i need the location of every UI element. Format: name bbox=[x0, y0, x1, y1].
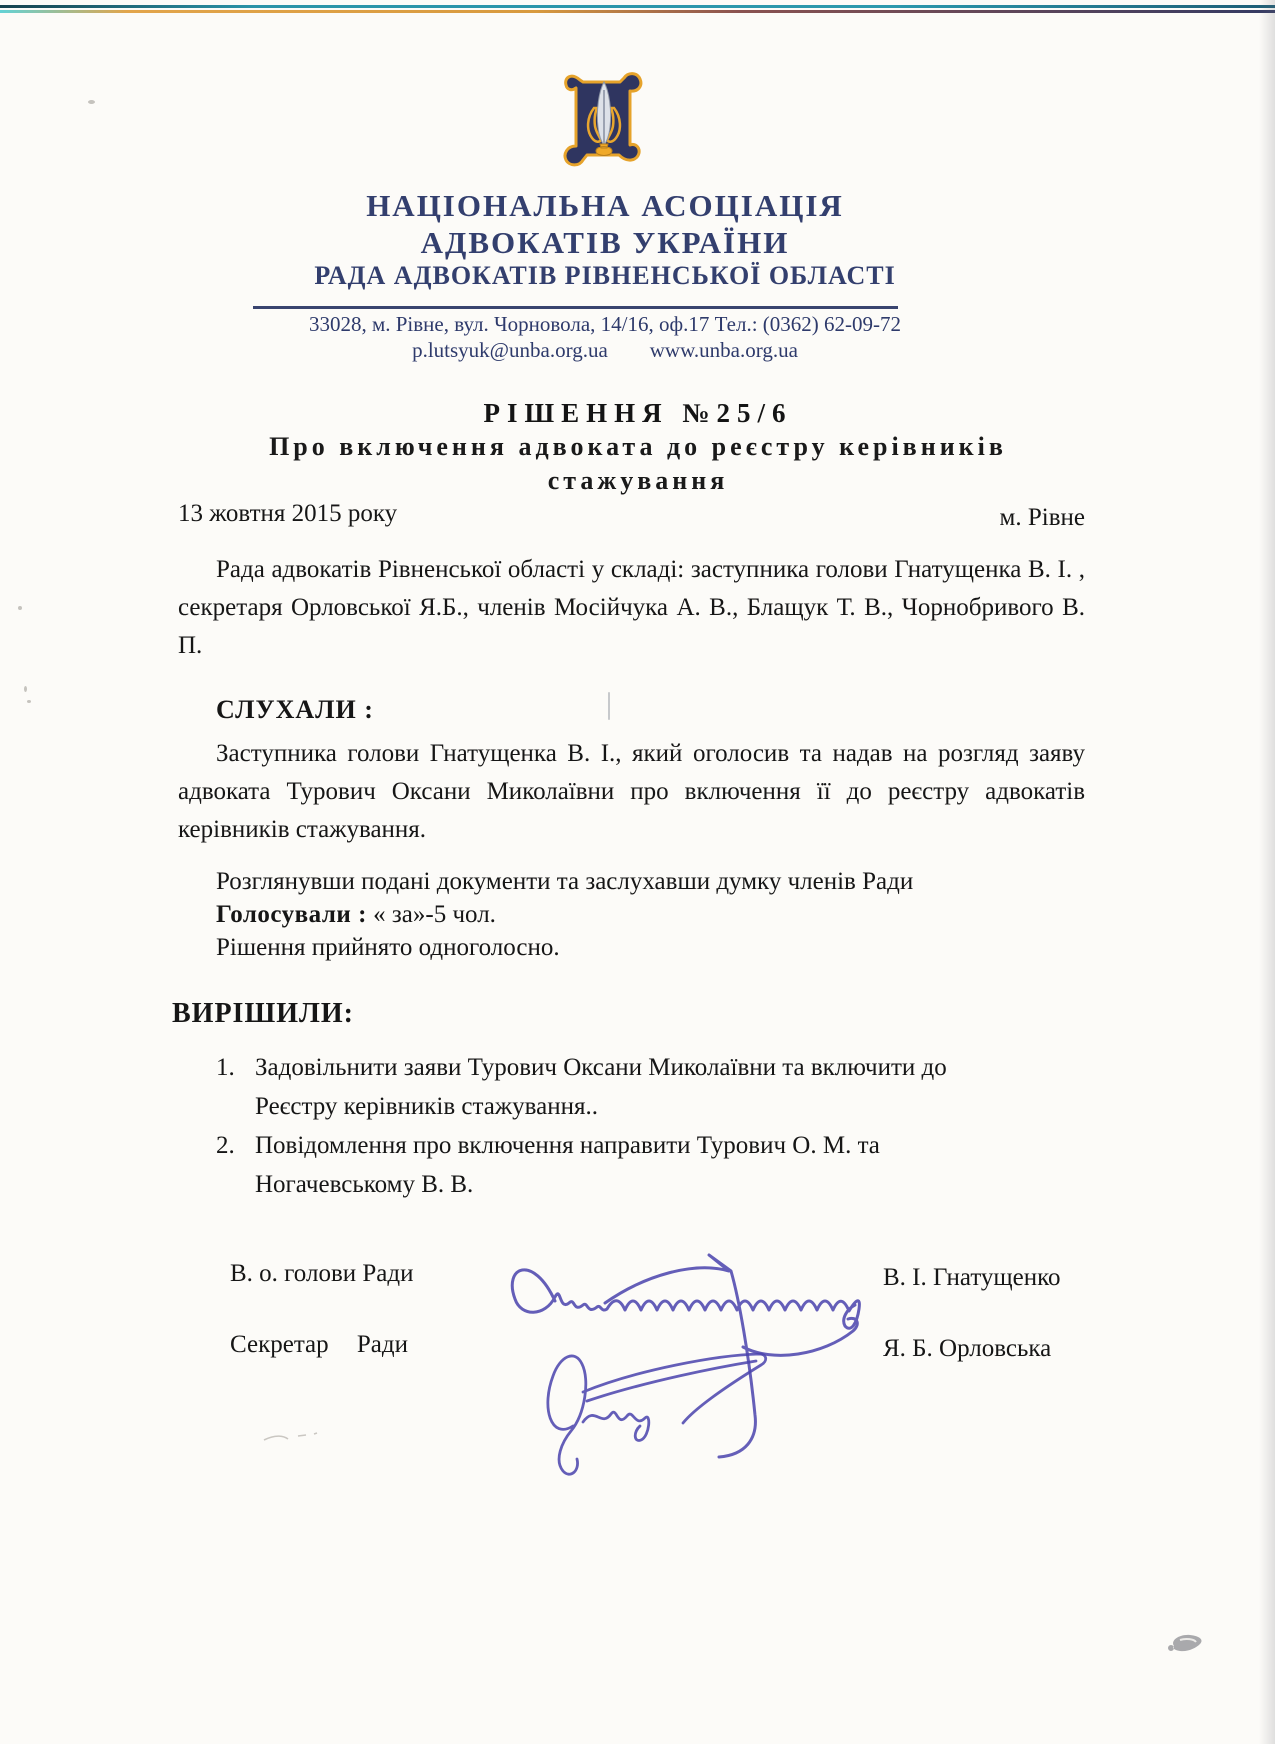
org-name-line-2: АДВОКАТІВ УКРАЇНИ bbox=[420, 225, 790, 260]
website-text: www.unba.org.ua bbox=[649, 338, 798, 362]
letterhead-divider-rule bbox=[253, 306, 898, 309]
heard-paragraph: Заступника голови Гнатущенка В. І., який оголосив та надав на розгляд заяву адвоката Турович Оксани Миколаївни про включення її до реєстру адвокатів керівників стажування. bbox=[178, 740, 1085, 843]
scan-speck bbox=[88, 100, 95, 104]
signature-stroke bbox=[605, 1255, 755, 1457]
resolution-item-2 bbox=[216, 1126, 991, 1204]
scan-speck bbox=[24, 686, 27, 692]
date-place-row bbox=[178, 500, 1085, 531]
decision-subject-line-2: стажування bbox=[547, 466, 729, 495]
ink-smudge bbox=[1160, 1628, 1206, 1658]
resolution-number: 2. bbox=[216, 1132, 235, 1159]
council-composition-paragraph: Рада адвокатів Рівненської області у складі: заступника голови Гнатущенка В. І. , секретаря Орловської Я.Б., членів Мосійчука А. В., Блащук Т. В., Чорнобривого В. П. bbox=[178, 556, 1085, 659]
resolved-heading: ВИРІШИЛИ: bbox=[172, 998, 354, 1029]
decision-date: 13 жовтня 2015 року bbox=[178, 500, 398, 527]
pencil-stroke bbox=[264, 1433, 317, 1440]
email-text: p.lutsyuk@unba.org.ua bbox=[412, 338, 608, 362]
scan-speck bbox=[27, 700, 31, 703]
signature-stroke bbox=[583, 1354, 766, 1423]
signature-ink-orlovska bbox=[455, 1330, 855, 1490]
signature-name-hnatushchenko: В. І. Гнатущенко bbox=[883, 1264, 1061, 1291]
vote-line bbox=[216, 901, 496, 929]
signature-role-acting-head: В. о. голови Ради bbox=[230, 1260, 414, 1287]
resolution-text: Повідомлення про включення направити Турович О. М. та Ногачевському В. В. bbox=[255, 1132, 880, 1198]
scan-scratch-mark bbox=[608, 692, 610, 720]
decision-title: РІШЕННЯ №25/6 bbox=[483, 398, 793, 428]
decision-place: м. Рівне bbox=[999, 504, 1085, 531]
unanimous-line: Рішення прийнято одноголосно. bbox=[216, 934, 560, 961]
signature-stroke bbox=[548, 1356, 586, 1474]
faint-pencil-marks bbox=[262, 1430, 372, 1444]
contact-line bbox=[170, 338, 1040, 363]
signature-role-secretary: Секретар Ради bbox=[230, 1331, 408, 1358]
signature-stroke bbox=[583, 1412, 649, 1440]
smudge-shape bbox=[1168, 1635, 1202, 1651]
considered-line: Розглянувши подані документи та заслухавши думку членів Ради bbox=[216, 868, 914, 895]
org-name-line-1: НАЦІОНАЛЬНА АСОЦІАЦІЯ bbox=[366, 188, 844, 223]
resolution-item-1 bbox=[216, 1048, 991, 1126]
address-line: 33028, м. Рівне, вул. Чорновола, 14/16, оф.17 Тел.: (0362) 62-09-72 bbox=[308, 312, 902, 336]
org-name-line-3: РАДА АДВОКАТІВ РІВНЕНСЬКОЇ ОБЛАСТІ bbox=[314, 261, 896, 290]
vote-value: « за»-5 чол. bbox=[373, 901, 496, 928]
vote-label: Голосували : bbox=[216, 901, 367, 928]
scan-speck bbox=[18, 606, 22, 610]
signature-stroke bbox=[743, 1318, 857, 1355]
scan-right-edge-shadow bbox=[1259, 0, 1275, 1744]
resolution-text: Задовільнити заяви Турович Оксани Миколаївни та включити до Реєстру керівників стажування.. bbox=[255, 1054, 947, 1120]
heard-heading: СЛУХАЛИ : bbox=[216, 695, 374, 724]
resolution-number: 1. bbox=[216, 1054, 235, 1081]
signature-stroke bbox=[512, 1270, 859, 1328]
signature-name-orlovska: Я. Б. Орловська bbox=[883, 1335, 1052, 1362]
decision-subject-line-1: Про включення адвоката до реєстру керівників bbox=[269, 432, 1007, 461]
signature-stroke bbox=[587, 1361, 756, 1401]
